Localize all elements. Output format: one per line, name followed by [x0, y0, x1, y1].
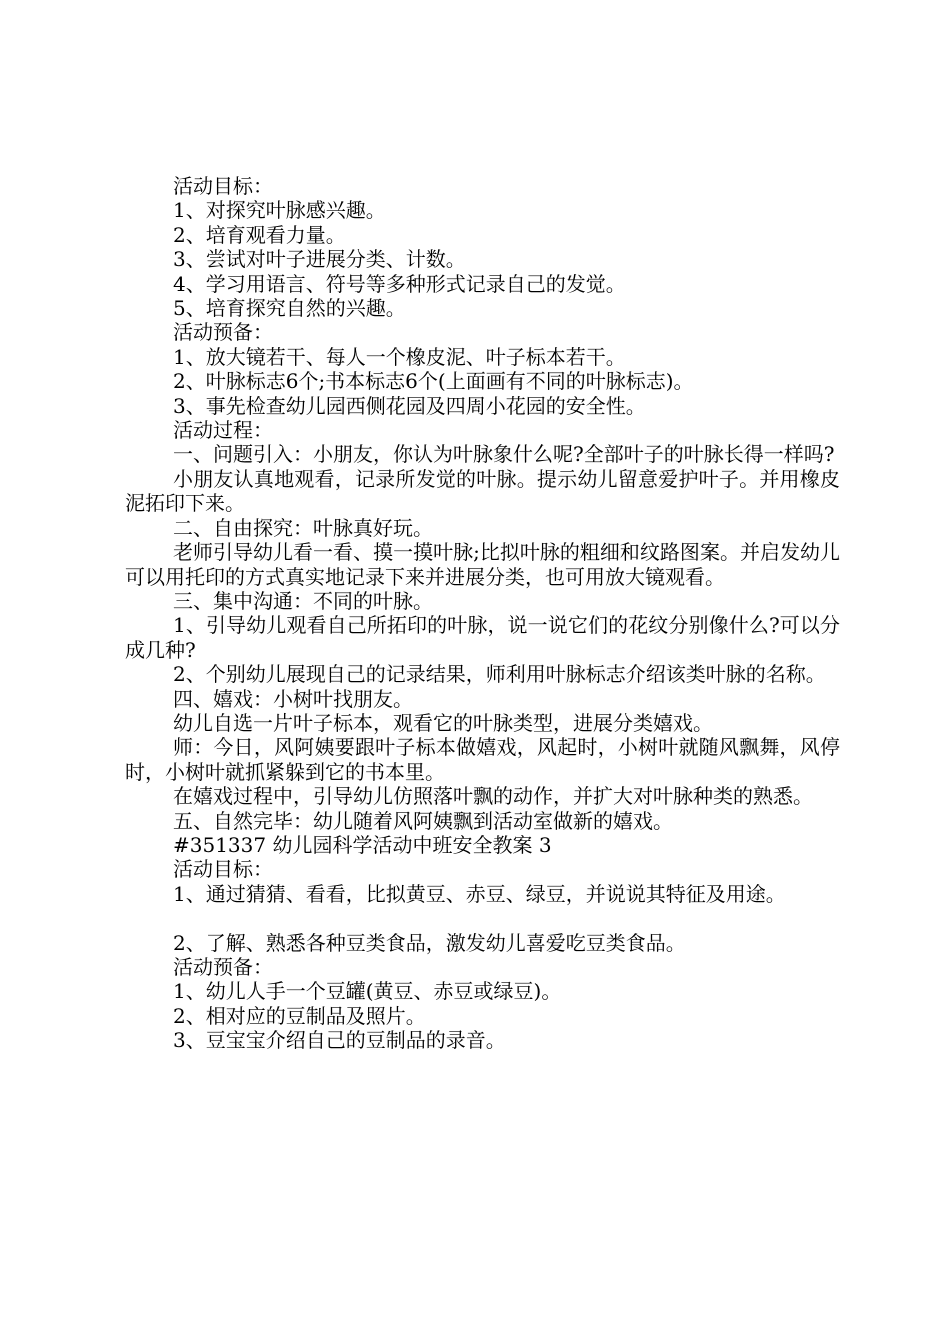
paragraph: 三、集中沟通：不同的叶脉。: [173, 588, 433, 613]
section-heading: 活动目标：: [173, 174, 273, 198]
blank-line: [125, 906, 840, 930]
list-item: 2、相对应的豆制品及照片。: [173, 1003, 426, 1028]
list-item: 3、尝试对叶子进展分类、计数。: [173, 247, 466, 272]
list-item: 2、培育观看力量。: [173, 222, 346, 247]
list-item: 4、学习用语言、符号等多种形式记录自己的发觉。: [173, 271, 626, 296]
paragraph: 幼儿自选一片叶子标本，观看它的叶脉类型，进展分类嬉戏。: [173, 710, 713, 735]
list-item: 2、了解、熟悉各种豆类食品，激发幼儿喜爱吃豆类食品。: [173, 930, 686, 955]
list-item: 1、通过猜猜、看看，比拟黄豆、赤豆、绿豆，并说说其特征及用途。: [173, 881, 786, 906]
list-item: 3、豆宝宝介绍自己的豆制品的录音。: [173, 1028, 506, 1053]
paragraph: 五、自然完毕：幼儿随着风阿姨飘到活动室做新的嬉戏。: [173, 808, 673, 833]
paragraph: 四、嬉戏：小树叶找朋友。: [173, 686, 413, 711]
paragraph: 老师引导幼儿看一看、摸一摸叶脉;比拟叶脉的粗细和纹路图案。并启发幼儿可以用托印的方式真实地记录下来并进展分类，也可用放大镜观看。: [125, 540, 840, 589]
section-heading: 活动预备：: [173, 954, 273, 979]
paragraph: 1、引导幼儿观看自己所拓印的叶脉，说一说它们的花纹分别像什么?可以分成几种?: [125, 613, 840, 662]
paragraph: 师：今日，风阿姨要跟叶子标本做嬉戏，风起时，小树叶就随风飘舞，风停时，小树叶就抓紧躲到它的书本里。: [125, 735, 840, 784]
list-item: 1、幼儿人手一个豆罐(黄豆、赤豆或绿豆)。: [173, 979, 562, 1004]
paragraph: 二、自由探究：叶脉真好玩。: [173, 515, 433, 540]
list-item: 5、培育探究自然的兴趣。: [173, 296, 406, 321]
paragraph: 在嬉戏过程中，引导幼儿仿照落叶飘的动作，并扩大对叶脉种类的熟悉。: [173, 784, 813, 809]
list-item: 2、叶脉标志6个;书本标志6个(上面画有不同的叶脉标志)。: [173, 369, 694, 394]
section-heading: 活动过程：: [173, 418, 273, 443]
list-item: 1、放大镜若干、每人一个橡皮泥、叶子标本若干。: [173, 344, 626, 369]
paragraph: 小朋友认真地观看，记录所发觉的叶脉。提示幼儿留意爱护叶子。并用橡皮泥拓印下来。: [125, 466, 840, 516]
section-heading: 活动预备：: [173, 320, 273, 345]
paragraph: 一、问题引入：小朋友，你认为叶脉象什么呢?全部叶子的叶脉长得一样吗?: [173, 442, 835, 467]
list-item: 3、事先检查幼儿园西侧花园及四周小花园的安全性。: [173, 393, 646, 418]
lesson-title: #351337 幼儿园科学活动中班安全教案 3: [173, 832, 552, 857]
list-item: 1、对探究叶脉感兴趣。: [173, 198, 386, 223]
paragraph: 2、个别幼儿展现自己的记录结果，师利用叶脉标志介绍该类叶脉的名称。: [173, 662, 826, 687]
document-body: [125, 174, 840, 1053]
section-heading: 活动目标：: [173, 857, 273, 882]
